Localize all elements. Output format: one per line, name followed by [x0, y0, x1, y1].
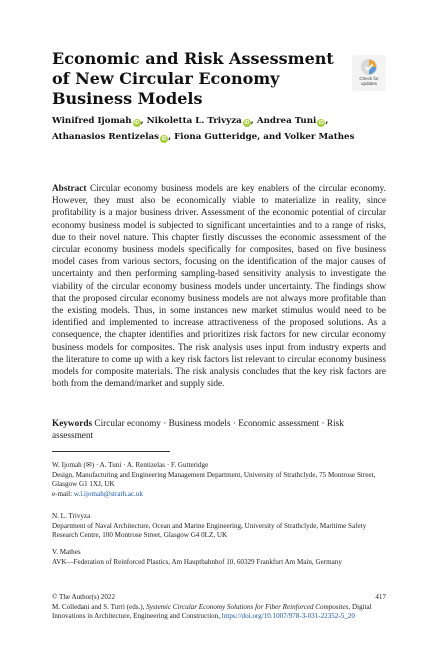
abstract [52, 183, 386, 390]
email-label: e-mail: [52, 489, 73, 498]
author-name: Athanasios Rentizelas [52, 132, 160, 142]
copyright-line: © The Author(s) 2022 [52, 593, 115, 601]
affiliation-address: Department of Naval Architecture, Ocean and Marine Engineering, University of Strathclyde, Maritime Safety Research Centre, 100 Montrose Street, Glasgow G4 0LZ, UK [52, 521, 367, 540]
citation-series: , Digital Innovations in Architecture, Engineering and Construction, [52, 602, 372, 621]
citation [52, 603, 386, 622]
author-name: Nikoletta L. Trivyza [146, 116, 242, 126]
badge-line2: updates [360, 81, 377, 86]
abstract-text: Circular economy business models are key enablers of the circular economy. However, they must also be economically viable to materialize in reality, since profitability is a major business driver. Assessment of the economic potential of circular economy business model is subjected to significant uncertainties and to a range of risks, due to their novel nature. This chapter firstly discusses the economic assessment of the circular economy business models specifically for composites, based on five business model cases from various sectors, focusing on the identification of the major causes of uncertainty and then performing sampling-based sensitivity analysis to investigate the viability of the circular economy business models under uncertainty. The findings show that the proposed circular economy business models are not always more profitable than the existing models. Thus, in some instances new market stimulus would need to be identified and implemented to increase attractiveness of the proposed solutions. As a consequence, the chapter identifies and prioritizes risk factors for new circular economy business models for composites. The risk analysis uses input from industry experts and the literature to come up with a key risk factors list relevant to circular economy business models for composite materials. The risk analysis concludes that the key risk factors are both from the demand/market and supply side. [52, 184, 386, 390]
affiliation-names: W. Ijomah (✉) · A. Tuni · A. Rentizelas · F. Gutteridge [52, 461, 209, 469]
chapter-title: Economic and Risk Assessment of New Circular Economy Business Models [52, 49, 334, 108]
orcid-icon[interactable]: iD [161, 136, 167, 142]
affiliation-2 [52, 512, 386, 541]
affiliation-names: V. Mathes [52, 548, 81, 556]
abstract-label: Abstract [52, 184, 87, 194]
citation-title: Systemic Circular Economy Solutions for Fiber Reinforced Composites [146, 602, 349, 611]
affiliation-1 [52, 461, 386, 499]
author-names-rest: Fiona Gutteridge, and Volker Mathes [174, 132, 355, 142]
orcid-icon[interactable]: iD [244, 120, 250, 126]
crossmark-icon [360, 58, 378, 76]
author-list: Winifred Ijomah iD , Nikoletta L. Trivyza iD , Andrea Tuni iD , Athanasios Rentizelas iD , Fiona Gutteridge, and Volker Mathes [52, 116, 355, 142]
email-link[interactable]: w.l.ijomah@strath.ac.uk [73, 489, 143, 498]
publication-info [52, 593, 386, 622]
citation-editors: M. Colledani and S. Turri (eds.), [52, 602, 145, 611]
check-for-updates-badge[interactable] [352, 55, 386, 91]
affiliation-email-line [52, 490, 386, 500]
affiliation-address: Design, Manufacturing and Engineering Management Department, University of Strathclyde, 75 Montrose Street, Glasgow G1 1XJ, UK [52, 470, 376, 489]
affiliation-names: N. L. Trivyza [52, 512, 91, 520]
affiliation-address: AVK—Federation of Reinforced Plastics, Am Hauptbahnhof 10, 60329 Frankfurt Am Main, Germany [52, 557, 342, 566]
footnote-divider [52, 451, 170, 452]
page-number: 417 [375, 593, 386, 601]
author-name: Winifred Ijomah [52, 116, 132, 126]
keywords [52, 418, 386, 442]
affiliation-3 [52, 548, 386, 567]
orcid-icon[interactable]: iD [318, 120, 324, 126]
orcid-icon[interactable]: iD [134, 120, 140, 126]
keywords-label: Keywords [52, 419, 93, 429]
badge-line1: Check for [359, 76, 379, 81]
author-name: Andrea Tuni [256, 116, 317, 126]
keywords-text: Circular economy · Business models · Economic assessment · Risk assessment [52, 419, 344, 442]
doi-link[interactable]: https://doi.org/10.1007/978-3-031-22352-5_20 [221, 612, 355, 621]
